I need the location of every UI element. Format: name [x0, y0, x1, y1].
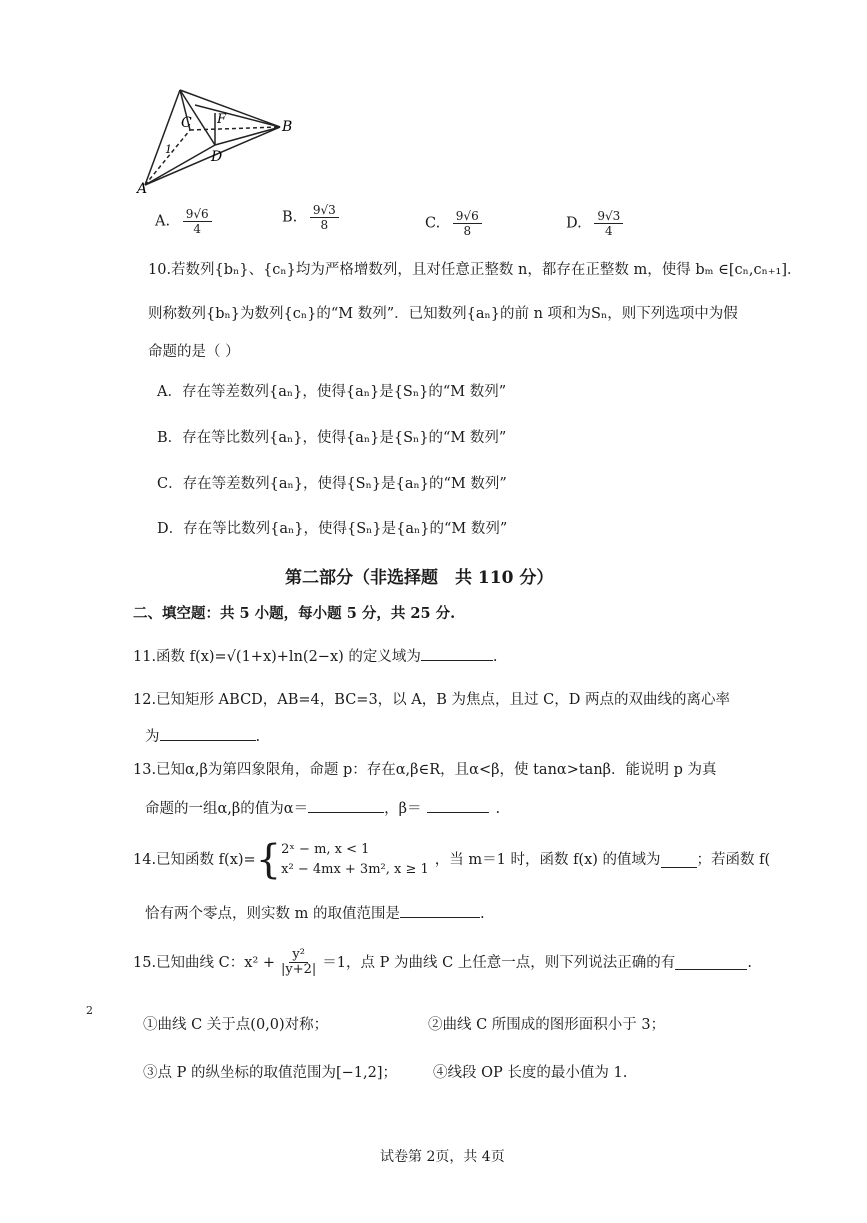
q10-line3: 命题的是（ ）	[148, 344, 240, 360]
q10-option-b: B．存在等比数列{aₙ}，使得{aₙ}是{Sₙ}的“M 数列”	[157, 430, 507, 446]
q14-range-blank[interactable]	[661, 853, 697, 868]
q9-option-c: C. $\frac{9√6}{8}$	[425, 209, 482, 238]
q10-line1: 10.若数列{bₙ}、{cₙ}均为严格增数列，且对任意正整数 n，都存在正整数 m，使得 bₘ ∈[cₙ,cₙ₊₁]．	[148, 262, 802, 278]
section2-title: 二、填空题：共 5 小题，每小题 5 分，共 25 分.	[133, 605, 456, 622]
q14-case2: x² − 4mx + 3m², x ≥ 1	[281, 862, 429, 877]
margin-mark: 2	[86, 1004, 93, 1017]
figure-label-f: F	[217, 112, 227, 127]
q12-line2: 为 .	[145, 726, 260, 747]
piecewise-brace: {	[255, 837, 282, 883]
q15-statement-4: ④线段 OP 长度的最小值为 1.	[433, 1065, 628, 1081]
q13-beta-blank[interactable]	[427, 798, 489, 813]
q14-line1: 14.已知函数 f(x)= { 2ˣ − m, x < 1 x² − 4mx + 3m², x ≥ 1 ，当 m＝1 时，函数 f(x) 的值域为 ；若函数 f(	[133, 837, 771, 883]
q14-line2: 恰有两个零点，则实数 m 的取值范围是 .	[145, 903, 485, 924]
q13-line2: 命题的一组α,β的值为α＝ ，β＝ .	[145, 798, 500, 819]
q15-statement-1: ①曲线 C 关于点(0,0)对称；	[143, 1017, 329, 1033]
q14-m-blank[interactable]	[400, 903, 480, 918]
q10-option-d: D．存在等比数列{aₙ}，使得{Sₙ}是{aₙ}的“M 数列”	[157, 521, 508, 537]
q12-line1: 12.已知矩形 ABCD，AB=4，BC=3，以 A，B 为焦点，且过 C，D 两点的双曲线的离心率	[133, 692, 730, 708]
q10-option-c: C．存在等差数列{aₙ}，使得{Sₙ}是{aₙ}的“M 数列”	[157, 476, 507, 492]
q15-statement-2: ②曲线 C 所围成的图形面积小于 3；	[428, 1017, 666, 1033]
q13-alpha-blank[interactable]	[308, 798, 384, 813]
q12-answer-blank[interactable]	[160, 726, 256, 741]
page-footer: 试卷第 2页，共 4页	[380, 1149, 505, 1165]
q9-option-d: D. $\frac{9√3}{4}$	[566, 209, 623, 238]
geometry-figure	[135, 85, 305, 195]
q9-option-a: A. $\frac{9√6}{4}$	[155, 207, 212, 236]
q14-case1: 2ˣ − m, x < 1	[281, 842, 370, 857]
q11: 11.函数 f(x)=√(1+x)+ln(2−x) 的定义域为 .	[133, 646, 498, 667]
figure-label-num: 1	[165, 143, 172, 156]
q13-line1: 13.已知α,β为第四象限角，命题 p：存在α,β∈R，且α<β，使 tanα>tanβ．能说明 p 为真	[133, 762, 717, 778]
figure-label-b: B	[282, 119, 293, 135]
q9-option-b: B. $\frac{9√3}{8}$	[282, 203, 339, 232]
q15-line1: 15.已知曲线 C：x² + $\frac{\text{y²}}{|y+2|}$ ＝1，点 P 为曲线 C 上任意一点，则下列说法正确的有 .	[133, 947, 752, 977]
part2-title: 第二部分（非选择题 共 110 分）	[285, 568, 554, 588]
figure-label-a: A	[137, 181, 148, 195]
q10-option-a: A．存在等差数列{aₙ}，使得{aₙ}是{Sₙ}的“M 数列”	[157, 384, 507, 400]
q15-answer-blank[interactable]	[675, 955, 747, 970]
figure-label-c: C	[181, 115, 192, 131]
q11-answer-blank[interactable]	[421, 646, 493, 661]
figure-label-d: D	[211, 149, 223, 165]
q10-line2: 则称数列{bₙ}为数列{cₙ}的“M 数列”．已知数列{aₙ}的前 n 项和为Sₙ，则下列选项中为假	[148, 306, 738, 322]
q15-statement-3: ③点 P 的纵坐标的取值范围为[−1,2]；	[143, 1065, 397, 1081]
